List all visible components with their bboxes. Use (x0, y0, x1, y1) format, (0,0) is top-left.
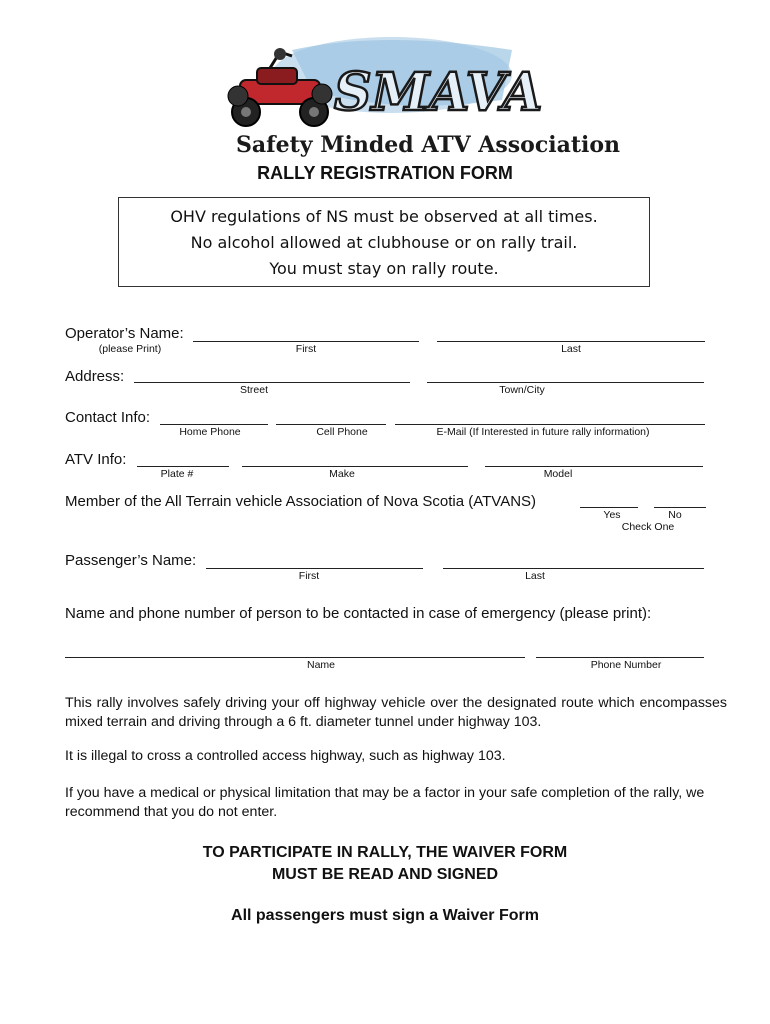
highway-warning-paragraph: It is illegal to cross a controlled access highway, such as highway 103. (65, 748, 506, 764)
last-caption: Last (561, 343, 581, 355)
plate-field[interactable] (137, 466, 229, 467)
logo-tagline: Safety Minded ATV Association (236, 132, 621, 158)
passenger-waiver-notice: All passengers must sign a Waiver Form (231, 907, 539, 924)
passenger-last-name-field[interactable] (443, 568, 704, 569)
notice-line: You must stay on rally route. (269, 259, 499, 278)
waiver-heading-line1: TO PARTICIPATE IN RALLY, THE WAIVER FORM (202, 844, 568, 861)
town-city-field[interactable] (427, 382, 704, 383)
street-field[interactable] (134, 382, 410, 383)
home-phone-caption: Home Phone (179, 426, 241, 438)
model-field[interactable] (485, 466, 703, 467)
atvans-member-label: Member of the All Terrain vehicle Association of Nova Scotia (ATVANS) (65, 493, 537, 510)
emergency-contact-label: Name and phone number of person to be contacted in case of emergency (please print): (65, 605, 652, 622)
operator-name-label: Operator’s Name: (65, 325, 184, 342)
yes-caption: Yes (603, 509, 621, 521)
smava-logo (222, 30, 621, 160)
first-caption: First (298, 570, 320, 582)
make-field[interactable] (242, 466, 468, 467)
last-caption: Last (525, 570, 545, 582)
notice-line: OHV regulations of NS must be observed at all times. (170, 207, 598, 226)
emergency-phone-field[interactable] (536, 657, 704, 658)
rally-description-paragraph: This rally involves safely driving your off highway vehicle over the designated route which encompasses mixed terrain and driving through a 6 ft. diameter tunnel under highway 103. (65, 695, 727, 730)
model-caption: Model (543, 468, 573, 480)
cell-phone-caption: Cell Phone (316, 426, 368, 438)
logo-wordmark: SMAVA (334, 62, 543, 123)
town-city-caption: Town/City (499, 384, 545, 396)
no-caption: No (668, 509, 682, 521)
member-yes-field[interactable] (580, 507, 638, 508)
atv-logo-graphic (222, 30, 621, 160)
medical-limitation-paragraph: If you have a medical or physical limitation that may be a factor in your safe completion of the rally, we recommend that you do not enter. (65, 785, 705, 820)
cell-phone-field[interactable] (276, 424, 386, 425)
street-caption: Street (239, 384, 268, 396)
email-caption: E-Mail (If Interested in future rally information) (436, 426, 650, 438)
emergency-name-field[interactable] (65, 657, 525, 658)
please-print-hint: (please Print) (98, 343, 162, 355)
check-one-caption: Check One (621, 521, 675, 533)
name-caption: Name (306, 659, 335, 671)
member-no-field[interactable] (654, 507, 706, 508)
waiver-heading-line2: MUST BE READ AND SIGNED (271, 866, 499, 883)
atv-info-label: ATV Info: (65, 451, 127, 468)
address-label: Address: (65, 368, 125, 385)
form-title: RALLY REGISTRATION FORM (257, 163, 513, 183)
phone-number-caption: Phone Number (590, 659, 662, 671)
passenger-name-label: Passenger’s Name: (65, 552, 197, 569)
plate-caption: Plate # (160, 468, 194, 480)
home-phone-field[interactable] (160, 424, 268, 425)
rules-notice-box (118, 197, 650, 287)
operator-first-name-field[interactable] (193, 341, 419, 342)
email-field[interactable] (395, 424, 705, 425)
passenger-first-name-field[interactable] (206, 568, 423, 569)
make-caption: Make (329, 468, 355, 480)
contact-info-label: Contact Info: (65, 409, 151, 426)
notice-line: No alcohol allowed at clubhouse or on rally trail. (190, 233, 578, 252)
first-caption: First (295, 343, 317, 355)
operator-last-name-field[interactable] (437, 341, 705, 342)
